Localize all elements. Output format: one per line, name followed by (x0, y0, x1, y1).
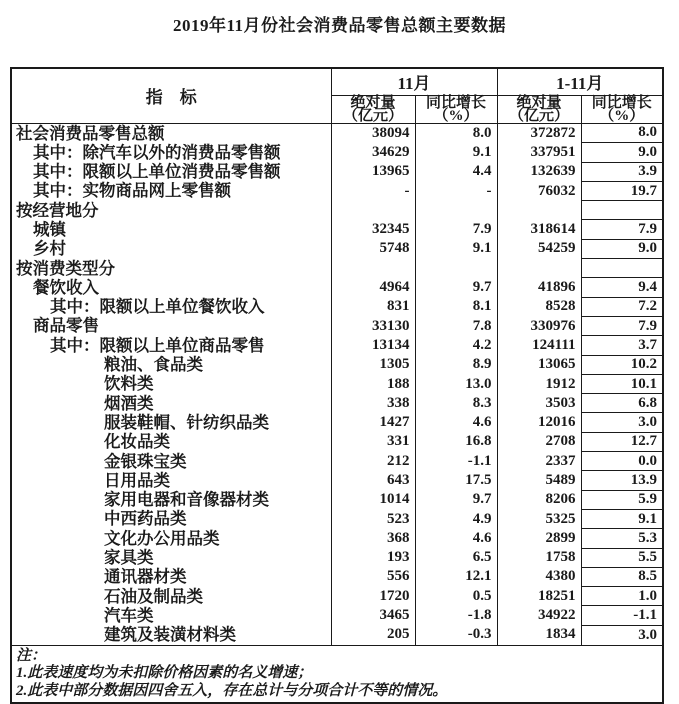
jan-nov-absolute-cell: 8528 (497, 297, 581, 316)
november-absolute-cell: 38094 (331, 123, 415, 143)
indicator-cell: 城镇 (33, 219, 66, 239)
jan-nov-absolute-cell: 34922 (497, 606, 581, 625)
table-row (11, 471, 663, 490)
header-yoy-unit: （%） (599, 107, 645, 124)
jan-nov-yoy-cell: 1.0 (581, 587, 663, 606)
november-yoy-cell (415, 201, 497, 220)
table-row (11, 181, 663, 200)
jan-nov-yoy-cell: 0.0 (581, 452, 663, 471)
november-yoy-cell: 7.8 (415, 316, 497, 335)
jan-nov-absolute-cell: 5489 (497, 471, 581, 490)
table-header (11, 68, 663, 123)
header-group-row (11, 68, 663, 95)
table-row (11, 606, 663, 625)
indicator-cell: 汽车类 (104, 605, 154, 625)
november-yoy-cell: 8.1 (415, 297, 497, 316)
header-group-november: 11月 (331, 68, 497, 95)
november-yoy-cell: -0.3 (415, 625, 497, 645)
header-absolute-unit: （亿元） (508, 107, 569, 124)
indicator-cell: 石油及制品类 (104, 586, 203, 606)
jan-nov-absolute-cell: 76032 (497, 181, 581, 200)
indicator-cell: 按消费类型分 (16, 258, 115, 278)
indicator-cell: 饮料类 (104, 374, 154, 394)
indicator-cell: 化妆品类 (104, 432, 170, 452)
table-row (11, 336, 663, 355)
header-absolute-label: 绝对量 (350, 94, 396, 111)
header-yoy-label: 同比增长 (425, 94, 486, 111)
november-absolute-cell: 193 (331, 548, 415, 567)
table-row (11, 529, 663, 548)
jan-nov-yoy-cell: 7.2 (581, 297, 663, 316)
november-yoy-cell: 8.0 (415, 123, 497, 143)
november-absolute-cell: 1305 (331, 355, 415, 374)
indicator-cell: 通讯器材类 (104, 567, 187, 587)
header-nov-yoy (415, 95, 497, 123)
november-absolute-cell: 34629 (331, 143, 415, 162)
jan-nov-yoy-cell: 3.0 (581, 413, 663, 432)
jan-nov-absolute-cell: 13065 (497, 355, 581, 374)
table-row (11, 567, 663, 586)
jan-nov-yoy-cell: 8.0 (581, 123, 663, 143)
indicator-cell: 商品零售 (33, 316, 99, 336)
jan-nov-absolute-cell: 124111 (497, 336, 581, 355)
header-yoy-label: 同比增长 (591, 94, 652, 111)
jan-nov-yoy-cell: 7.9 (581, 220, 663, 239)
table-row (11, 548, 663, 567)
table-row (11, 259, 663, 278)
jan-nov-absolute-cell: 4380 (497, 567, 581, 586)
indicator-cell: 日用品类 (104, 470, 170, 490)
table-row (11, 143, 663, 162)
jan-nov-absolute-cell: 8206 (497, 490, 581, 509)
indicator-cell: 文化办公用品类 (104, 528, 220, 548)
table-row (11, 432, 663, 451)
november-yoy-cell: 12.1 (415, 567, 497, 586)
indicator-cell: 家具类 (104, 548, 154, 568)
jan-nov-yoy-cell: 8.5 (581, 567, 663, 586)
jan-nov-yoy-cell: 9.0 (581, 143, 663, 162)
header-jan-nov-absolute (497, 95, 581, 123)
november-absolute-cell: - (331, 181, 415, 200)
november-yoy-cell: 13.0 (415, 374, 497, 393)
table-row (11, 587, 663, 606)
november-yoy-cell: 4.2 (415, 336, 497, 355)
november-yoy-cell: 9.1 (415, 143, 497, 162)
november-yoy-cell: 9.1 (415, 239, 497, 258)
jan-nov-yoy-cell (581, 259, 663, 278)
header-yoy-unit: （%） (433, 107, 479, 124)
table-row (11, 239, 663, 258)
note-line-2: 2.此表中部分数据因四舍五入，存在总计与分项合计不等的情况。 (16, 682, 448, 699)
jan-nov-yoy-cell: 7.9 (581, 316, 663, 335)
table-row (11, 201, 663, 220)
november-absolute-cell: 831 (331, 297, 415, 316)
november-absolute-cell: 13965 (331, 162, 415, 181)
jan-nov-absolute-cell (497, 201, 581, 220)
jan-nov-absolute-cell: 1834 (497, 625, 581, 645)
november-yoy-cell: - (415, 181, 497, 200)
november-absolute-cell: 5748 (331, 239, 415, 258)
november-absolute-cell: 33130 (331, 316, 415, 335)
november-absolute-cell: 13134 (331, 336, 415, 355)
jan-nov-yoy-cell: 13.9 (581, 471, 663, 490)
indicator-cell: 家用电器和音像器材类 (104, 490, 269, 510)
november-absolute-cell (331, 201, 415, 220)
november-yoy-cell: 16.8 (415, 432, 497, 451)
november-yoy-cell: 9.7 (415, 490, 497, 509)
jan-nov-yoy-cell: 9.0 (581, 239, 663, 258)
header-absolute-unit: （亿元） (342, 107, 403, 124)
jan-nov-absolute-cell: 18251 (497, 587, 581, 606)
table-row (11, 625, 663, 645)
november-yoy-cell: 8.9 (415, 355, 497, 374)
table-footer (11, 645, 663, 703)
november-yoy-cell: 4.6 (415, 413, 497, 432)
jan-nov-absolute-cell: 372872 (497, 123, 581, 143)
november-absolute-cell: 331 (331, 432, 415, 451)
jan-nov-yoy-cell: 5.9 (581, 490, 663, 509)
november-absolute-cell: 556 (331, 567, 415, 586)
table-row (11, 123, 663, 143)
indicator-cell: 社会消费品零售总额 (16, 123, 165, 143)
header-nov-absolute (331, 95, 415, 123)
indicator-cell: 服装鞋帽、针纺织品类 (104, 412, 269, 432)
jan-nov-absolute-cell: 1912 (497, 374, 581, 393)
november-absolute-cell: 643 (331, 471, 415, 490)
indicator-cell: 其中：限额以上单位餐饮收入 (50, 297, 265, 317)
indicator-cell: 建筑及装潢材料类 (104, 625, 236, 645)
table-row (11, 355, 663, 374)
november-yoy-cell: 4.4 (415, 162, 497, 181)
november-absolute-cell: 4964 (331, 278, 415, 297)
jan-nov-absolute-cell: 330976 (497, 316, 581, 335)
november-yoy-cell: 9.7 (415, 278, 497, 297)
jan-nov-absolute-cell: 1758 (497, 548, 581, 567)
jan-nov-yoy-cell (581, 201, 663, 220)
november-absolute-cell: 1427 (331, 413, 415, 432)
november-yoy-cell: 6.5 (415, 548, 497, 567)
table-row (11, 374, 663, 393)
notes-cell (11, 645, 663, 703)
indicator-cell: 金银珠宝类 (104, 451, 187, 471)
november-absolute-cell (331, 259, 415, 278)
table-row (11, 490, 663, 509)
indicator-cell: 餐饮收入 (33, 277, 99, 297)
table-row (11, 413, 663, 432)
header-absolute-label: 绝对量 (516, 94, 562, 111)
november-absolute-cell: 205 (331, 625, 415, 645)
header-group-jan-nov: 1-11月 (497, 68, 663, 95)
table-body (11, 123, 663, 645)
november-absolute-cell: 32345 (331, 220, 415, 239)
november-absolute-cell: 338 (331, 394, 415, 413)
jan-nov-absolute-cell (497, 259, 581, 278)
table-row (11, 278, 663, 297)
jan-nov-yoy-cell: 10.2 (581, 355, 663, 374)
jan-nov-yoy-cell: 9.1 (581, 509, 663, 528)
jan-nov-absolute-cell: 3503 (497, 394, 581, 413)
notes-row (11, 645, 663, 703)
jan-nov-yoy-cell: 12.7 (581, 432, 663, 451)
jan-nov-yoy-cell: 3.9 (581, 162, 663, 181)
jan-nov-yoy-cell: -1.1 (581, 606, 663, 625)
jan-nov-absolute-cell: 54259 (497, 239, 581, 258)
table-row (11, 394, 663, 413)
header-indicator: 指 标 (11, 68, 331, 123)
jan-nov-yoy-cell: 19.7 (581, 181, 663, 200)
indicator-cell: 中西药品类 (104, 509, 187, 529)
jan-nov-absolute-cell: 2337 (497, 452, 581, 471)
indicator-cell: 粮油、食品类 (104, 355, 203, 375)
notes-heading: 注： (16, 647, 47, 664)
jan-nov-absolute-cell: 337951 (497, 143, 581, 162)
retail-sales-table (10, 67, 664, 704)
jan-nov-absolute-cell: 318614 (497, 220, 581, 239)
november-absolute-cell: 188 (331, 374, 415, 393)
november-absolute-cell: 1720 (331, 587, 415, 606)
november-yoy-cell: 0.5 (415, 587, 497, 606)
november-absolute-cell: 523 (331, 509, 415, 528)
november-yoy-cell: 4.6 (415, 529, 497, 548)
jan-nov-absolute-cell: 132639 (497, 162, 581, 181)
jan-nov-yoy-cell: 10.1 (581, 374, 663, 393)
page-title: 2019年11月份社会消费品零售总额主要数据 (172, 16, 507, 35)
november-absolute-cell: 3465 (331, 606, 415, 625)
jan-nov-absolute-cell: 2708 (497, 432, 581, 451)
indicator-cell: 其中：除汽车以外的消费品零售额 (33, 142, 281, 162)
indicator-cell: 其中：限额以上单位消费品零售额 (33, 162, 281, 182)
table-row (11, 316, 663, 335)
indicator-cell: 乡村 (33, 239, 66, 259)
november-yoy-cell: 4.9 (415, 509, 497, 528)
jan-nov-absolute-cell: 2899 (497, 529, 581, 548)
jan-nov-yoy-cell: 5.3 (581, 529, 663, 548)
table-row (11, 297, 663, 316)
jan-nov-yoy-cell: 6.8 (581, 394, 663, 413)
november-yoy-cell: -1.8 (415, 606, 497, 625)
indicator-cell: 烟酒类 (104, 393, 154, 413)
jan-nov-absolute-cell: 5325 (497, 509, 581, 528)
november-absolute-cell: 368 (331, 529, 415, 548)
november-yoy-cell (415, 259, 497, 278)
jan-nov-yoy-cell: 5.5 (581, 548, 663, 567)
jan-nov-yoy-cell: 9.4 (581, 278, 663, 297)
november-yoy-cell: 17.5 (415, 471, 497, 490)
table-row (11, 220, 663, 239)
indicator-cell: 按经营地分 (16, 200, 99, 220)
table-row (11, 452, 663, 471)
indicator-cell: 其中：实物商品网上零售额 (33, 181, 231, 201)
november-absolute-cell: 1014 (331, 490, 415, 509)
november-yoy-cell: 8.3 (415, 394, 497, 413)
note-line-1: 1.此表速度均为未扣除价格因素的名义增速； (16, 665, 313, 682)
jan-nov-yoy-cell: 3.0 (581, 625, 663, 645)
november-yoy-cell: 7.9 (415, 220, 497, 239)
jan-nov-yoy-cell: 3.7 (581, 336, 663, 355)
november-absolute-cell: 212 (331, 452, 415, 471)
november-yoy-cell: -1.1 (415, 452, 497, 471)
jan-nov-absolute-cell: 12016 (497, 413, 581, 432)
indicator-cell: 其中：限额以上单位商品零售 (50, 335, 265, 355)
table-row (11, 509, 663, 528)
table-row (11, 162, 663, 181)
jan-nov-absolute-cell: 41896 (497, 278, 581, 297)
header-jan-nov-yoy (581, 95, 663, 123)
